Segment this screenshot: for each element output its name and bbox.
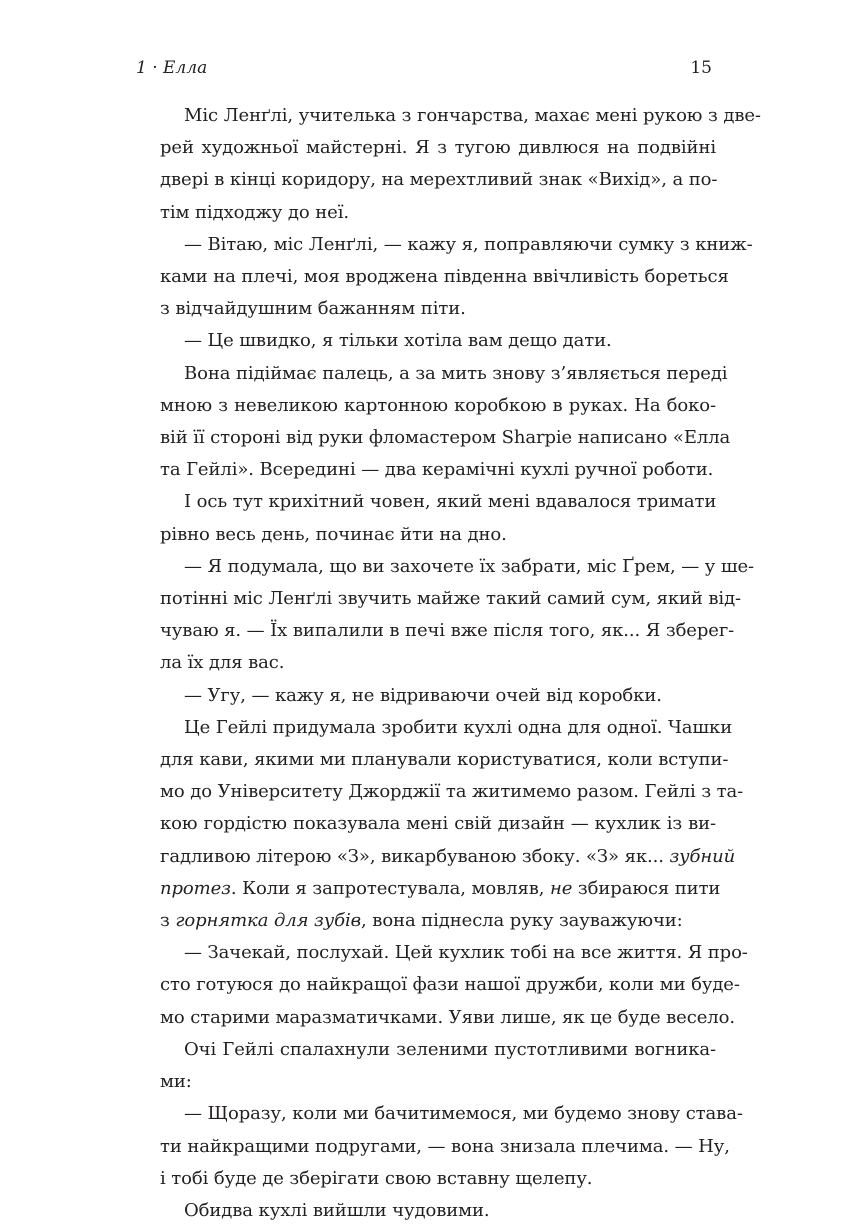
text-line: для кави, якими ми планували користуватися, коли вступи- [160, 749, 729, 771]
text-line: ками на плечі, моя вроджена південна ввічливість бореться [160, 266, 729, 288]
text-line: рей художньої майстерні. Я з тугою дивлюся на подвійні [160, 137, 716, 159]
text-line: сто готуюся до найкращої фази нашої дружби, коли ми буде- [160, 974, 740, 996]
paragraph [136, 100, 761, 229]
paragraph [136, 680, 716, 712]
text-line: — Зачекай, послухай. Цей кухлик тобі на все життя. Я про- [184, 942, 748, 964]
text-line: — Вітаю, міс Ленґлі, — кажу я, поправляючи сумку з книж- [184, 233, 753, 255]
text-line: та Гейлі». Всередині — два керамічні кухлі ручної роботи. [160, 459, 714, 481]
text-line: — Це швидко, я тільки хотіла вам дещо дати. [184, 330, 612, 352]
text-line: гадливою літерою «З», викарбуваною збоку. «З» як... зубний [160, 845, 736, 867]
text-line: Обидва кухлі вийшли чудовими. [184, 1199, 490, 1221]
paragraph [136, 358, 731, 487]
paragraph [136, 325, 716, 357]
text-line: мо до Університету Джорджії та житимемо разом. Гейлі з та- [160, 781, 744, 803]
text-line: — Угу, — кажу я, не відриваючи очей від коробки. [184, 684, 662, 706]
paragraph [136, 551, 755, 680]
text-line: рівно весь день, починає йти на дно. [160, 523, 507, 545]
text-line: І ось тут крихітний човен, який мені вдавалося тримати [184, 491, 717, 513]
text-line: мо старими маразматичками. Уяви лише, як це буде весело. [160, 1006, 735, 1028]
text-line: з горнятка для зубів, вона піднесла руку зауважуючи: [160, 910, 683, 932]
paragraph [136, 712, 744, 937]
text-line: двері в кінці коридору, на мерехтливий знак «Вихід», а по- [160, 169, 718, 191]
text-line: ми: [160, 1071, 192, 1093]
text-line: мною з невеликою картонною коробкою в руках. На боко- [160, 394, 716, 416]
text-line: потінні міс Ленґлі звучить майже такий самий сум, який від- [160, 588, 742, 610]
paragraph [136, 1098, 743, 1195]
text-line: з відчайдушним бажанням піти. [160, 298, 466, 320]
paragraph [136, 1034, 716, 1098]
paragraph [136, 937, 748, 1034]
text-line: — Щоразу, коли ми бачитимемося, ми будемо знову ставa- [184, 1103, 743, 1125]
body-text [136, 100, 761, 1227]
text-line: і тобі буде де зберігати свою вставну щелепу. [160, 1167, 593, 1189]
text-line: Вона підіймає палець, а за мить знову з’являється переді [184, 362, 728, 384]
page-number: 15 [690, 58, 712, 78]
text-line: протез. Коли я запротестувала, мовляв, не збираюся пити [160, 877, 721, 899]
text-line: Це Гейлі придумала зробити кухлі одна для одної. Чашки [184, 716, 733, 738]
text-line: Міс Ленґлі, учителька з гончарства, махає мені рукою з две- [184, 105, 761, 126]
text-line: кою гордістю показувала мені свій дизайн — кухлик із ви- [160, 813, 716, 835]
running-head: 1 · Елла [136, 58, 208, 78]
text-line: ти найкращими подругами, — вона знизала плечима. — Ну, [160, 1135, 730, 1157]
paragraph [136, 486, 716, 550]
text-line: тім підходжу до неї. [160, 201, 349, 223]
paragraph [136, 229, 753, 326]
page-header [136, 58, 712, 86]
text-line: Очі Гейлі спалахнули зеленими пустотливими вогника- [184, 1038, 716, 1060]
text-line: ла їх для вас. [160, 652, 285, 674]
text-line: чуваю я. — Їх випалили в печі вже після того, як... Я зберег- [160, 620, 735, 642]
text-line: вій її стороні від руки фломастером Sharpie написано «Елла [160, 427, 731, 449]
text-line: — Я подумала, що ви захочете їх забрати, міс Ґрем, — у ше- [184, 555, 755, 577]
